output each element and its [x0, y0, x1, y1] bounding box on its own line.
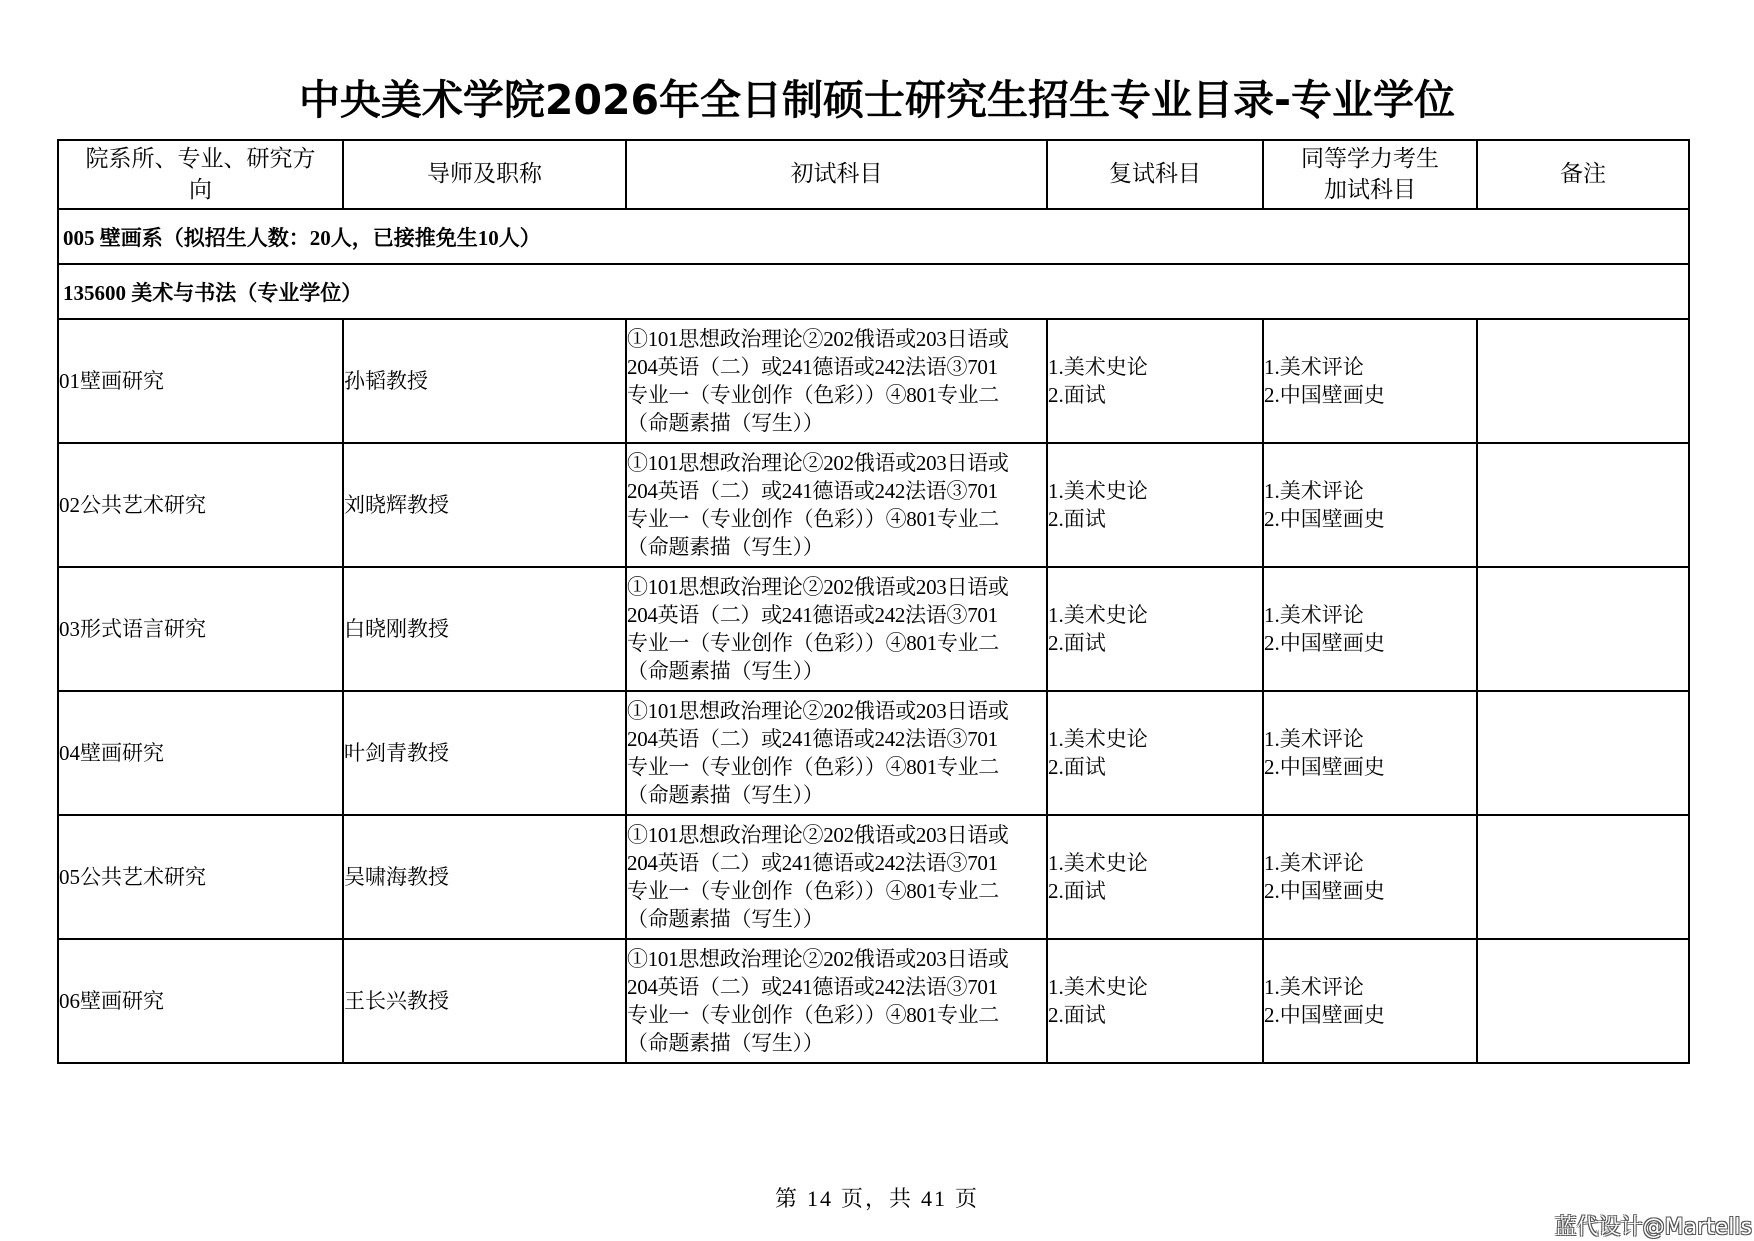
retest-cell-line: 2.面试	[1048, 879, 1106, 903]
header-advisor-label: 导师及职称	[427, 161, 542, 187]
notes-cell	[1477, 815, 1689, 939]
table-row	[58, 319, 1689, 443]
direction-cell: 02公共艺术研究	[58, 443, 343, 567]
extra-subjects-cell-line: 1.美术评论	[1264, 479, 1364, 503]
initial-exam-cell	[626, 319, 1047, 443]
initial-exam-cell-line: 专业一（专业创作（色彩））④801专业二	[627, 631, 999, 655]
retest-cell	[1047, 319, 1263, 443]
header-notes-label: 备注	[1560, 161, 1606, 187]
retest-cell	[1047, 691, 1263, 815]
initial-exam-cell-line: （命题素描（写生））	[627, 907, 824, 931]
direction-cell: 01壁画研究	[58, 319, 343, 443]
retest-cell	[1047, 815, 1263, 939]
advisor-cell: 王长兴教授	[343, 939, 626, 1063]
table-header-row	[58, 140, 1689, 209]
header-initial-exam-label: 初试科目	[790, 161, 883, 187]
retest-cell-line: 2.面试	[1048, 755, 1106, 779]
initial-exam-cell	[626, 567, 1047, 691]
notes-cell	[1477, 443, 1689, 567]
table-row	[58, 443, 1689, 567]
header-extra-line-1: 同等学力考生	[1301, 145, 1439, 172]
table-row	[58, 939, 1689, 1063]
retest-cell	[1047, 939, 1263, 1063]
retest-cell-line: 1.美术史论	[1048, 479, 1148, 503]
extra-subjects-cell	[1263, 815, 1477, 939]
extra-subjects-cell-line: 2.中国壁画史	[1264, 879, 1385, 903]
footer-total-pages: 41	[921, 1186, 947, 1211]
department-cell: 005 壁画系（拟招生人数：20人，已接推免生10人）	[58, 209, 1689, 264]
initial-exam-cell-line: ①101思想政治理论②202俄语或203日语或	[627, 327, 1009, 351]
retest-cell-line: 1.美术史论	[1048, 355, 1148, 379]
initial-exam-cell-line: 专业一（专业创作（色彩））④801专业二	[627, 383, 999, 407]
retest-cell-line: 1.美术史论	[1048, 603, 1148, 627]
initial-exam-cell-line: （命题素描（写生））	[627, 783, 824, 807]
admissions-catalog-table	[57, 139, 1690, 1064]
major-cell: 135600 美术与书法（专业学位）	[58, 264, 1689, 319]
advisor-cell: 白晓刚教授	[343, 567, 626, 691]
header-direction-line-2: 向	[189, 176, 212, 203]
retest-cell-line: 1.美术史论	[1048, 975, 1148, 999]
extra-subjects-cell-line: 2.中国壁画史	[1264, 507, 1385, 531]
extra-subjects-cell-line: 2.中国壁画史	[1264, 383, 1385, 407]
header-equivalent-extra	[1263, 140, 1477, 209]
extra-subjects-cell-line: 1.美术评论	[1264, 355, 1364, 379]
advisor-cell: 刘晓辉教授	[343, 443, 626, 567]
initial-exam-cell-line: 专业一（专业创作（色彩））④801专业二	[627, 879, 999, 903]
initial-exam-cell	[626, 691, 1047, 815]
header-notes	[1477, 140, 1689, 209]
footer-mid: 页，共	[840, 1186, 913, 1211]
footer-prefix: 第	[774, 1186, 799, 1211]
notes-cell	[1477, 567, 1689, 691]
retest-cell	[1047, 567, 1263, 691]
document-title: 中央美术学院2026年全日制硕士研究生招生专业目录-专业学位	[298, 76, 1456, 124]
extra-subjects-cell	[1263, 691, 1477, 815]
header-direction	[58, 140, 343, 209]
initial-exam-cell	[626, 939, 1047, 1063]
footer-current-page: 14	[806, 1186, 833, 1211]
initial-exam-cell-line: 204英语（二）或241德语或242法语③701	[627, 603, 998, 627]
initial-exam-cell	[626, 443, 1047, 567]
extra-subjects-cell	[1263, 319, 1477, 443]
retest-cell-line: 2.面试	[1048, 631, 1106, 655]
major-row	[58, 264, 1689, 319]
table-row	[58, 567, 1689, 691]
direction-cell: 05公共艺术研究	[58, 815, 343, 939]
retest-cell-line: 1.美术史论	[1048, 851, 1148, 875]
header-retest-label: 复试科目	[1109, 161, 1201, 187]
initial-exam-cell-line: 204英语（二）或241德语或242法语③701	[627, 975, 998, 999]
extra-subjects-cell	[1263, 567, 1477, 691]
advisor-cell: 吴啸海教授	[343, 815, 626, 939]
retest-cell-line: 2.面试	[1048, 383, 1106, 407]
extra-subjects-cell-line: 1.美术评论	[1264, 851, 1364, 875]
watermark: 蓝代设计@Martells	[1554, 1215, 1752, 1240]
notes-cell	[1477, 691, 1689, 815]
initial-exam-cell	[626, 815, 1047, 939]
initial-exam-cell-line: ①101思想政治理论②202俄语或203日语或	[627, 947, 1009, 971]
direction-cell: 06壁画研究	[58, 939, 343, 1063]
advisor-cell: 孙韬教授	[343, 319, 626, 443]
retest-cell-line: 1.美术史论	[1048, 727, 1148, 751]
header-advisor	[343, 140, 626, 209]
retest-cell-line: 2.面试	[1048, 507, 1106, 531]
advisor-cell: 叶剑青教授	[343, 691, 626, 815]
notes-cell	[1477, 939, 1689, 1063]
direction-cell: 04壁画研究	[58, 691, 343, 815]
table-row	[58, 691, 1689, 815]
initial-exam-cell-line: 专业一（专业创作（色彩））④801专业二	[627, 507, 999, 531]
initial-exam-cell-line: ①101思想政治理论②202俄语或203日语或	[627, 699, 1009, 723]
extra-subjects-cell-line: 2.中国壁画史	[1264, 755, 1385, 779]
extra-subjects-cell	[1263, 443, 1477, 567]
retest-cell-line: 2.面试	[1048, 1003, 1106, 1027]
initial-exam-cell-line: 204英语（二）或241德语或242法语③701	[627, 851, 998, 875]
extra-subjects-cell-line: 1.美术评论	[1264, 975, 1364, 999]
initial-exam-cell-line: ①101思想政治理论②202俄语或203日语或	[627, 575, 1009, 599]
direction-cell: 03形式语言研究	[58, 567, 343, 691]
notes-cell	[1477, 319, 1689, 443]
initial-exam-cell-line: ①101思想政治理论②202俄语或203日语或	[627, 451, 1009, 475]
extra-subjects-cell	[1263, 939, 1477, 1063]
initial-exam-cell-line: 专业一（专业创作（色彩））④801专业二	[627, 1003, 999, 1027]
header-initial-exam	[626, 140, 1047, 209]
header-direction-line-1: 院系所、专业、研究方	[85, 145, 316, 172]
header-retest	[1047, 140, 1263, 209]
retest-cell	[1047, 443, 1263, 567]
initial-exam-cell-line: （命题素描（写生））	[627, 535, 824, 559]
initial-exam-cell-line: （命题素描（写生））	[627, 411, 824, 435]
extra-subjects-cell-line: 1.美术评论	[1264, 727, 1364, 751]
footer-suffix: 页	[955, 1186, 980, 1211]
initial-exam-cell-line: （命题素描（写生））	[627, 659, 824, 683]
initial-exam-cell-line: （命题素描（写生））	[627, 1031, 824, 1055]
extra-subjects-cell-line: 2.中国壁画史	[1264, 631, 1385, 655]
page-footer	[0, 1182, 1754, 1213]
initial-exam-cell-line: ①101思想政治理论②202俄语或203日语或	[627, 823, 1009, 847]
header-extra-line-2: 加试科目	[1324, 176, 1416, 203]
initial-exam-cell-line: 204英语（二）或241德语或242法语③701	[627, 479, 998, 503]
extra-subjects-cell-line: 1.美术评论	[1264, 603, 1364, 627]
extra-subjects-cell-line: 2.中国壁画史	[1264, 1003, 1385, 1027]
table-row	[58, 815, 1689, 939]
initial-exam-cell-line: 专业一（专业创作（色彩））④801专业二	[627, 755, 999, 779]
initial-exam-cell-line: 204英语（二）或241德语或242法语③701	[627, 727, 998, 751]
department-row	[58, 209, 1689, 264]
initial-exam-cell-line: 204英语（二）或241德语或242法语③701	[627, 355, 998, 379]
